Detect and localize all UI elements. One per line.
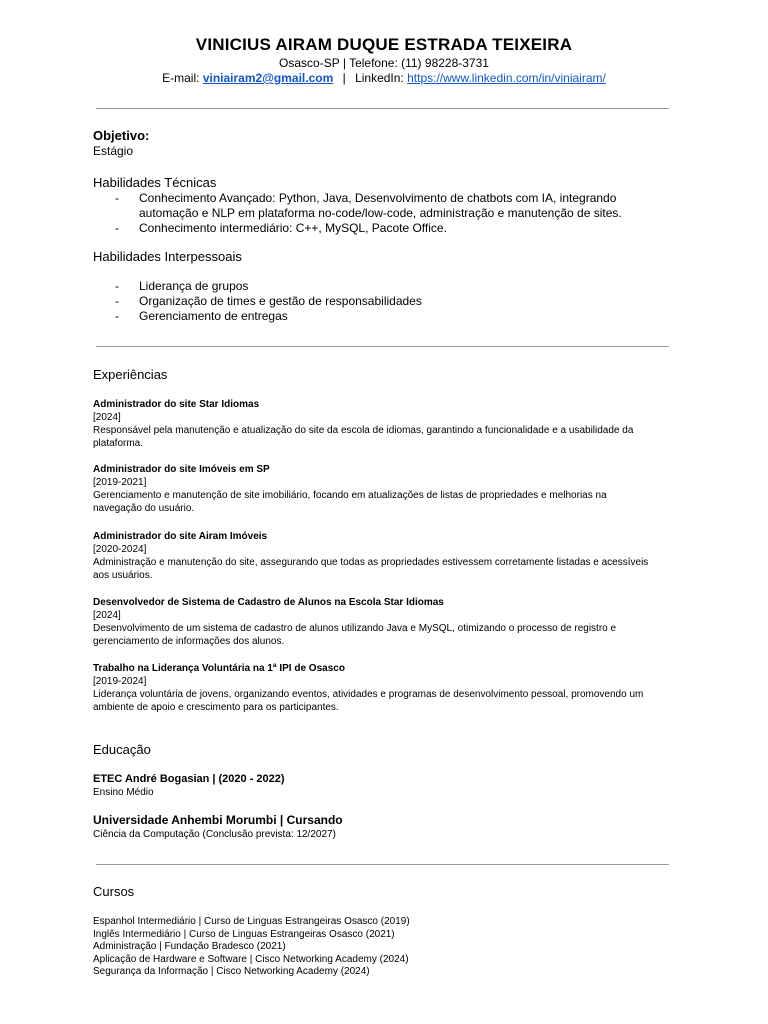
tech-skill-text: Conhecimento Avançado: Python, Java, Desenvolvimento de chatbots com IA, integrando automação e NLP em plataforma no-code/low-code, administração e manutenção de sites. [139,191,622,220]
job-title: Administrador do site Imóveis em SP [93,464,270,475]
soft-skills-section [93,249,678,324]
experience-item [93,398,678,450]
contact-line [0,71,768,86]
list-item [93,221,678,236]
soft-skill-text: Organização de times e gestão de responsabilidades [139,294,422,308]
job-title: Desenvolvedor de Sistema de Cadastro de Alunos na Escola Star Idiomas [93,597,444,608]
job-description: aos usuários. [93,570,153,581]
courses-list [93,916,678,979]
experience-section [93,367,678,383]
education-item [93,773,678,799]
resume-header [0,34,768,86]
tech-skills-heading: Habilidades Técnicas [93,175,217,190]
school-title: Universidade Anhembi Morumbi | Cursando [93,813,343,827]
job-description: navegação do usuário. [93,503,195,514]
tech-skill-text: Conhecimento intermediário: C++, MySQL, Pacote Office. [139,221,447,235]
job-period: [2024] [93,610,121,621]
education-section [93,742,678,758]
linkedin-label: LinkedIn: [355,71,404,85]
list-item: Administração | Fundação Bradesco (2021) [93,941,286,953]
dash-bullet: - [115,279,119,293]
job-title: Administrador do site Airam Imóveis [93,531,268,542]
job-period: [2019-2021] [93,477,147,488]
tech-skills-section [93,175,678,236]
experience-item [93,530,678,582]
list-item: Segurança da Informação | Cisco Networking Academy (2024) [93,966,370,978]
education-item [93,813,678,841]
objective-heading: Objetivo: [93,128,150,143]
list-item [93,294,678,309]
list-item: Espanhol Intermediário | Curso de Linguas Estrangeiras Osasco (2019) [93,916,410,927]
list-item [93,309,678,324]
school-degree: Ensino Médio [93,787,154,798]
job-description: Responsável pela manutenção e atualização do site da escola de idiomas, garantindo a funcionalidade e a usabilidade da [93,425,634,436]
job-description: plataforma. [93,438,144,449]
tech-skills-list [93,191,678,236]
soft-skills-list [93,279,678,324]
dash-bullet: - [115,191,119,205]
divider [96,108,669,109]
school-degree: Ciência da Computação (Conclusão prevista: 12/2027) [93,829,336,840]
job-period: [2024] [93,412,121,423]
list-item [93,279,678,294]
school-title: ETEC André Bogasian | (2020 - 2022) [93,773,285,785]
job-description: gerenciamento de informações dos alunos. [93,636,285,647]
courses-heading: Cursos [93,884,135,899]
soft-skills-heading: Habilidades Interpessoais [93,249,242,264]
dash-bullet: - [115,294,119,308]
soft-skill-text: Gerenciamento de entregas [139,309,288,323]
courses-section [93,884,678,900]
list-item: Aplicação de Hardware e Software | Cisco Networking Academy (2024) [93,953,409,965]
job-period: [2019-2024] [93,676,147,687]
list-item [93,191,678,221]
linkedin-link[interactable]: https://www.linkedin.com/in/viniairam/ [407,71,606,85]
dash-bullet: - [115,309,119,323]
job-title: Trabalho na Liderança Voluntária na 1ª IPI de Osasco [93,663,345,674]
job-description: ambiente de apoio e crescimento para os participantes. [93,702,339,713]
objective-text: Estágio [93,144,134,158]
email-link[interactable]: viniairam2@gmail.com [202,71,334,85]
divider [96,864,669,865]
experience-heading: Experiências [93,367,168,382]
location-phone: Osasco-SP | Telefone: (11) 98228-3731 [279,56,489,70]
divider [96,346,669,347]
experience-item [93,596,678,648]
job-description: Gerenciamento e manutenção de site imobiliário, focando em atualizações de listas de propriedades e melhorias na [93,490,607,501]
contact-separator: | [342,71,346,85]
experience-item [93,463,678,515]
job-description: Desenvolvimento de um sistema de cadastro de alunos utilizando Java e MySQL, otimizando o processo de registro e [93,623,617,634]
objective-section [93,128,678,159]
candidate-name: VINICIUS AIRAM DUQUE ESTRADA TEIXEIRA [195,35,573,54]
job-title: Administrador do site Star Idiomas [93,399,260,410]
dash-bullet: - [115,221,119,235]
soft-skill-text: Liderança de grupos [139,279,249,293]
job-period: [2020-2024] [93,544,147,555]
experience-item [93,662,678,714]
education-heading: Educação [93,742,151,757]
email-label: E-mail: [162,71,200,85]
job-description: Administração e manutenção do site, assegurando que todas as propriedades estivessem corretamente listadas e acessíveis [93,557,649,568]
job-description: Liderança voluntária de jovens, organizando eventos, atividades e programas de desenvolvimento pessoal, promovendo um [93,689,644,700]
list-item: Inglês Intermediário | Curso de Linguas Estrangeiras Osasco (2021) [93,928,395,940]
